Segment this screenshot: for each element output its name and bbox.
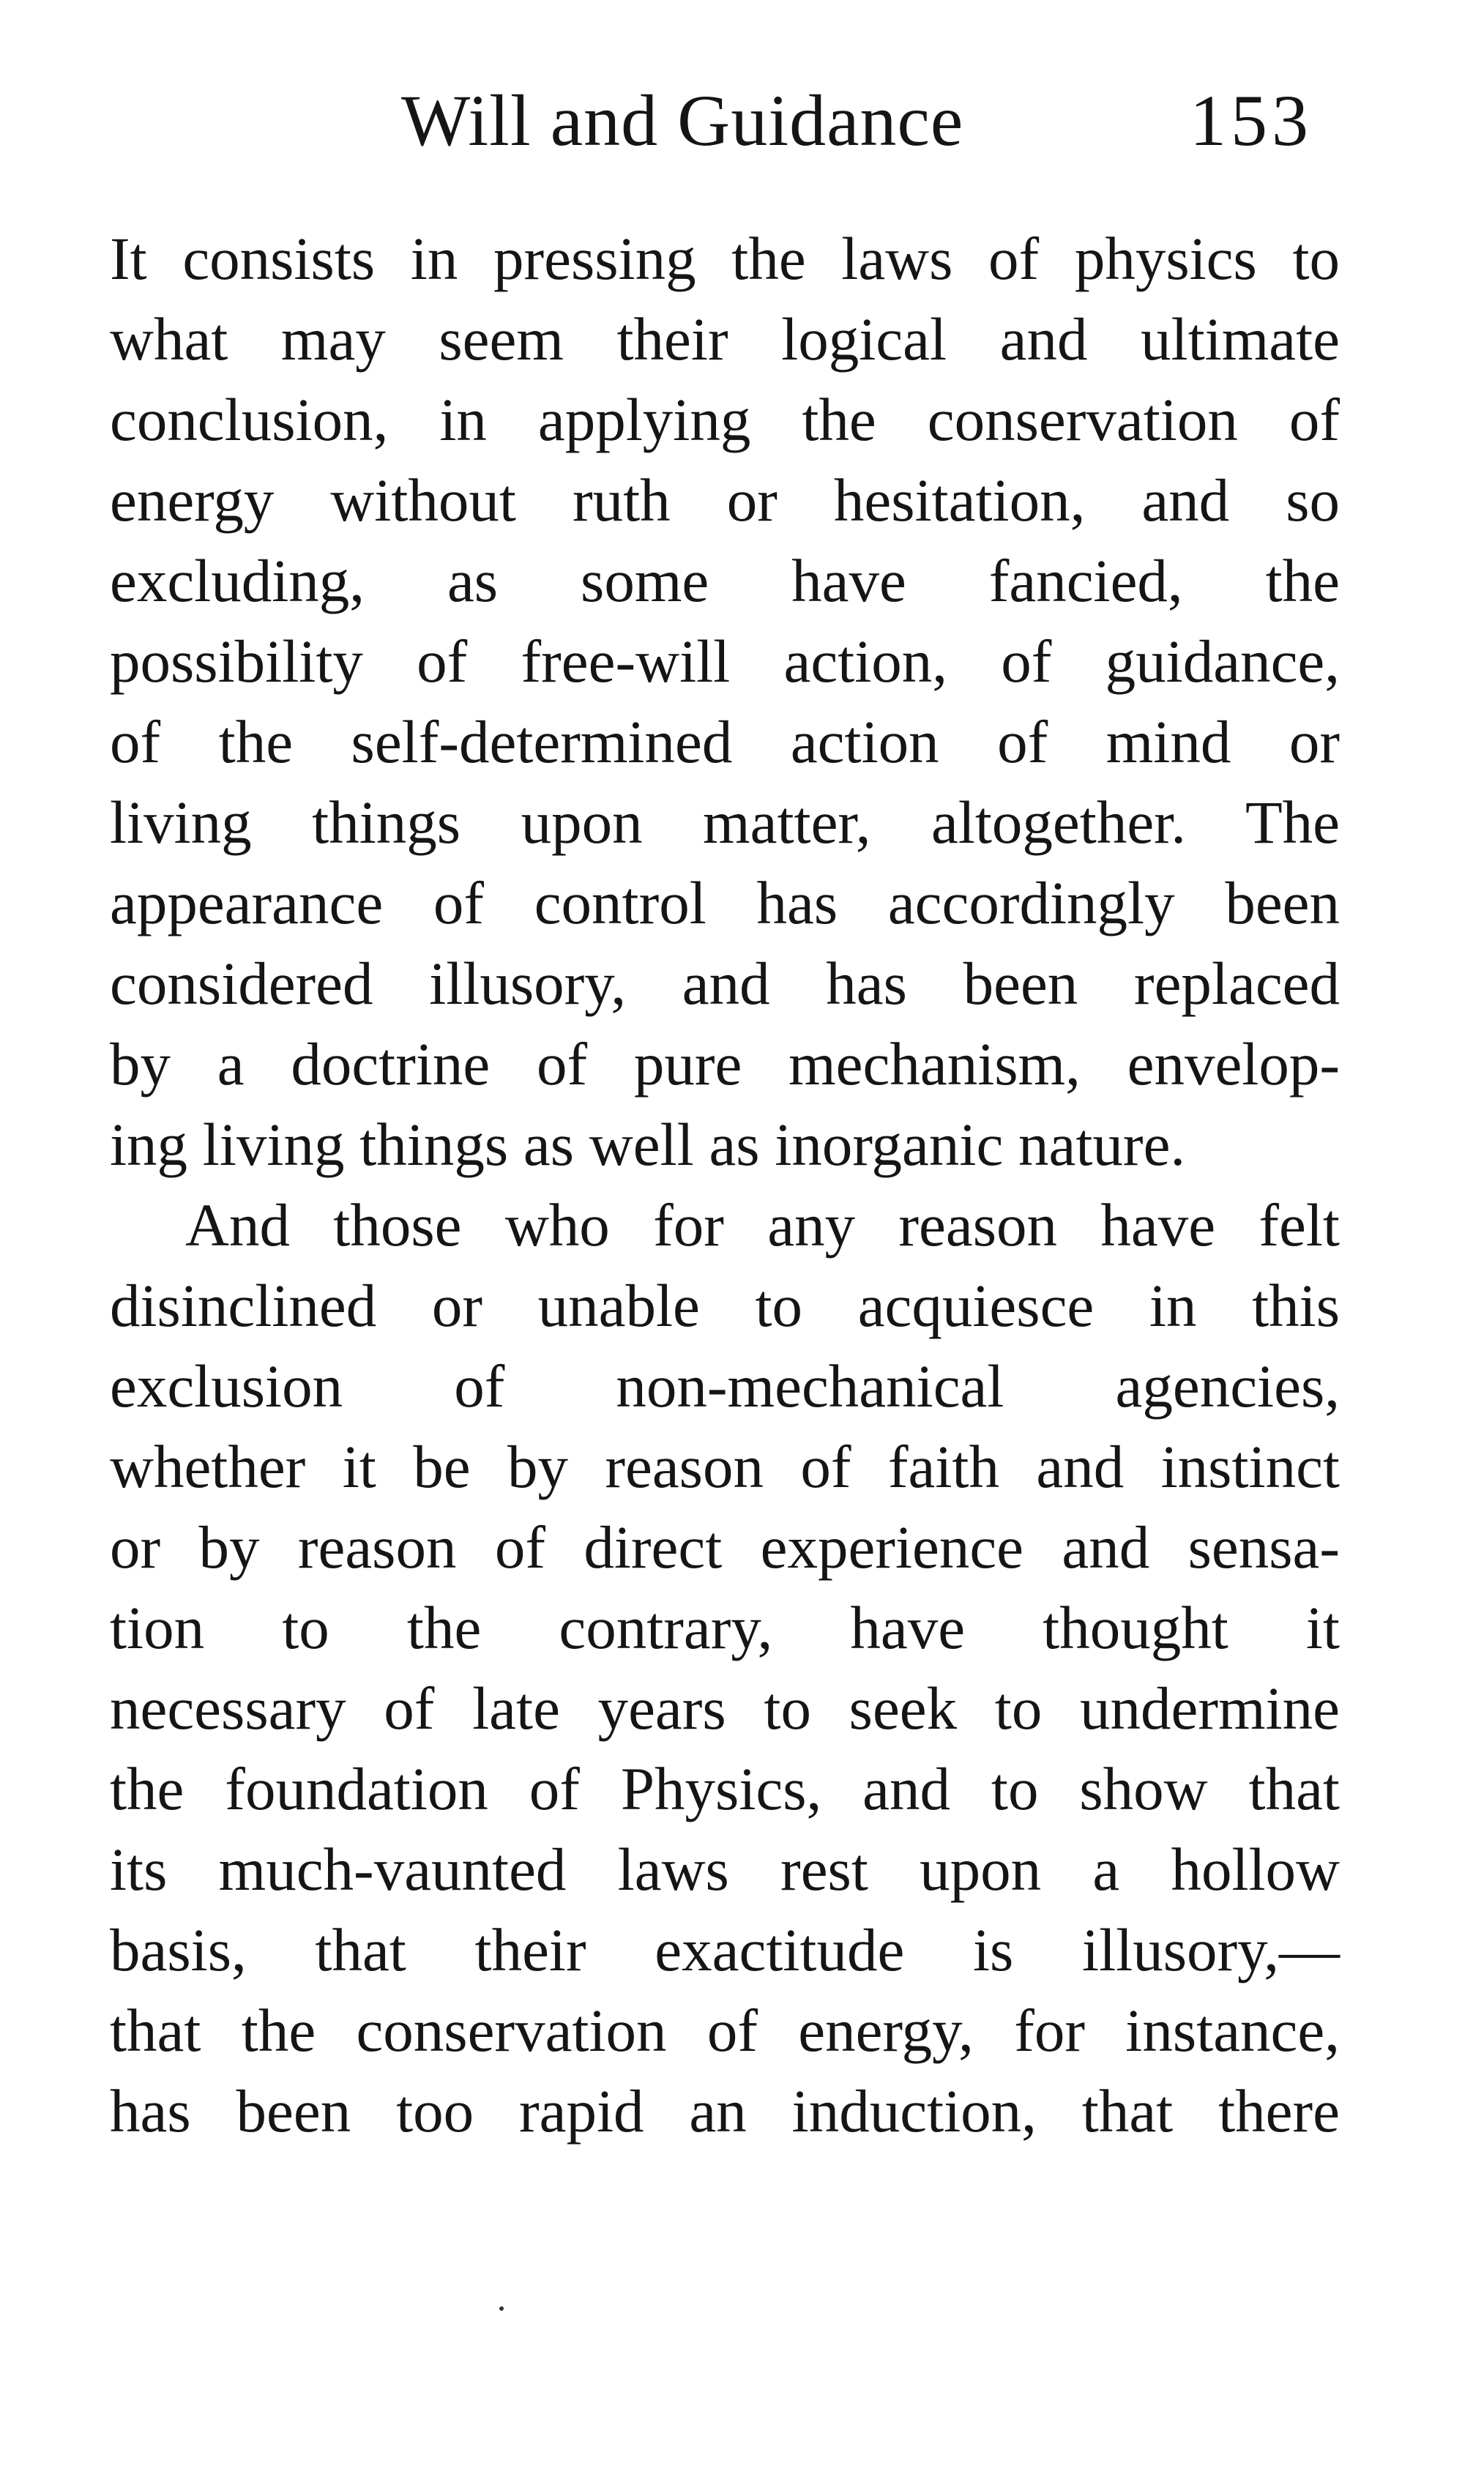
text-line: the foundation of Physics, and to show that <box>110 1755 1340 1822</box>
text-line: exclusion of non-mechanical agencies, <box>110 1352 1340 1420</box>
page-number: 153 <box>1190 80 1313 161</box>
text-line: what may seem their logical and ultimate <box>110 305 1340 373</box>
text-line: or by reason of direct experience and sensa- <box>110 1513 1340 1581</box>
text-line: conclusion, in applying the conservation of <box>110 386 1340 453</box>
text-line: its much-vaunted laws rest upon a hollow <box>110 1836 1340 1903</box>
body-text <box>110 218 1340 2151</box>
text-line: energy without ruth or hesitation, and so <box>110 466 1340 534</box>
text-line: It consists in pressing the laws of physics to <box>110 225 1340 292</box>
text-line: whether it be by reason of faith and instinct <box>110 1433 1340 1500</box>
text-line: of the self-determined action of mind or <box>110 708 1340 775</box>
text-line: excluding, as some have fancied, the <box>110 547 1340 614</box>
text-line: disinclined or unable to acquiesce in this <box>110 1272 1340 1339</box>
paragraph-end-line: ing living things as well as inorganic nature. <box>110 1111 1186 1178</box>
paragraph-start-line: And those who for any reason have felt <box>185 1191 1340 1259</box>
text-line: appearance of control has accordingly been <box>110 869 1340 936</box>
running-header <box>0 77 1484 165</box>
text-line: possibility of free-will action, of guidance, <box>110 627 1340 695</box>
ink-speck <box>499 2306 504 2311</box>
text-line: necessary of late years to seek to undermine <box>110 1675 1340 1742</box>
text-line: considered illusory, and has been replaced <box>110 950 1340 1017</box>
running-title: Will and Guidance <box>401 80 964 161</box>
text-line: that the conservation of energy, for instance, <box>110 1997 1340 2064</box>
text-line: has been too rapid an induction, that there <box>110 2077 1340 2145</box>
text-line: basis, that their exactitude is illusory,— <box>110 1916 1340 1983</box>
text-line: tion to the contrary, have thought it <box>110 1594 1340 1661</box>
text-line: living things upon matter, altogether. The <box>110 789 1340 856</box>
text-line: by a doctrine of pure mechanism, envelop- <box>110 1030 1340 1098</box>
